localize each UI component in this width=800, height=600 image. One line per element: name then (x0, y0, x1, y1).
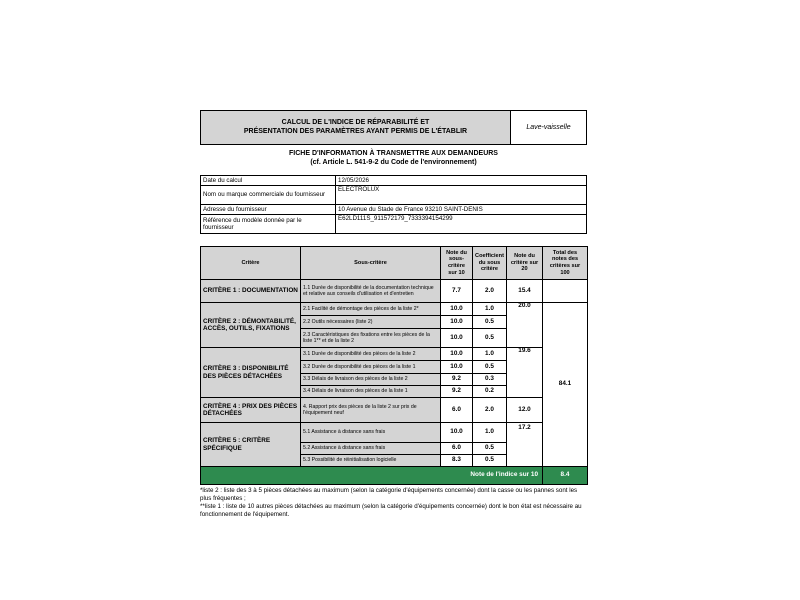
info-label: Date du calcul (201, 176, 336, 186)
table-row (201, 303, 588, 316)
subcriterion-coef: 0.3 (473, 374, 507, 386)
repairability-table (200, 246, 588, 485)
criterion-score: 19.6 (507, 348, 543, 398)
subcriterion-label: 3.3 Délais de livraison des pièces de la liste 2 (301, 374, 441, 386)
subcriterion-coef: 1.0 (473, 303, 507, 316)
info-row (201, 215, 587, 234)
subcriterion-label: 2.1 Facilité de démontage des pièces de la liste 2* (301, 303, 441, 316)
header-row (201, 247, 588, 280)
info-value: 12/05/2026 (336, 176, 587, 186)
info-value: 10 Avenue du Stade de France 93210 SAINT-DENIS (336, 205, 587, 215)
fiche-title (200, 150, 587, 167)
subcriterion-note: 9.2 (441, 374, 473, 386)
subcriterion-label: 2.2 Outils nécessaires (liste 2) (301, 316, 441, 329)
final-score-label: Note de l'indice sur 10 (201, 467, 543, 485)
subcriterion-coef: 1.0 (473, 348, 507, 361)
fiche-line-1: FICHE D'INFORMATION À TRANSMETTRE AUX DEMANDEURS (289, 150, 498, 157)
info-row (201, 205, 587, 215)
info-label: Référence du modèle donnée par le fournisseur (201, 215, 336, 234)
total-score (543, 303, 588, 467)
subcriterion-note: 10.0 (441, 348, 473, 361)
footnotes (200, 487, 590, 519)
col-header-coef: Coefficient du sous critère (473, 247, 507, 280)
table-row (201, 398, 588, 423)
subcriterion-label: 3.4 Délais de livraison des pièces de la liste 1 (301, 386, 441, 398)
subcriterion-coef: 0.5 (473, 361, 507, 374)
subcriterion-coef: 2.0 (473, 398, 507, 423)
subcriterion-note: 10.0 (441, 329, 473, 348)
info-value: ELECTROLUX (336, 186, 587, 205)
info-label: Nom ou marque commerciale du fournisseur (201, 186, 336, 205)
info-row (201, 176, 587, 186)
table-row (201, 348, 588, 361)
subcriterion-label: 1.1 Durée de disponibilité de la documentation technique et relative aux conseils d'utilisation et d'entretien (301, 280, 441, 303)
final-score-value: 8.4 (543, 467, 588, 485)
subcriterion-coef: 0.2 (473, 386, 507, 398)
subcriterion-note: 10.0 (441, 361, 473, 374)
supplier-info-table (200, 175, 587, 234)
subcriterion-note: 7.7 (441, 280, 473, 303)
criterion-name: CRITÈRE 3 : DISPONIBILITÉ DES PIÈCES DÉTACHÉES (201, 348, 301, 398)
subcriterion-note: 10.0 (441, 316, 473, 329)
subcriterion-coef: 1.0 (473, 423, 507, 443)
subcriterion-coef: 0.5 (473, 316, 507, 329)
subcriterion-note: 10.0 (441, 303, 473, 316)
subcriterion-label: 5.1 Assistance à distance sans frais (301, 423, 441, 443)
subcriterion-coef: 0.5 (473, 443, 507, 455)
title-line-1: CALCUL DE L'INDICE DE RÉPARABILITÉ ET (281, 119, 430, 126)
final-score-row (201, 467, 588, 485)
subcriterion-note: 10.0 (441, 423, 473, 443)
subcriterion-note: 8.3 (441, 455, 473, 467)
col-header-note-critere: Note du critère sur 20 (507, 247, 543, 280)
subcriterion-label: 3.1 Durée de disponibilité des pièces de la liste 2 (301, 348, 441, 361)
criterion-name: CRITÈRE 4 : PRIX DES PIÈCES DÉTACHÉES (201, 398, 301, 423)
criterion-score: 12.0 (507, 398, 543, 423)
criterion-score: 20.0 (507, 303, 543, 348)
criterion-name: CRITÈRE 2 : DÉMONTABILITÉ, ACCÈS, OUTILS, FIXATIONS (201, 303, 301, 348)
fiche-line-2: (cf. Article L. 541-9-2 du Code de l'environnement) (310, 158, 477, 166)
subcriterion-label: 2.3 Caractéristiques des fixations entre les pièces de la liste 1** et de la liste 2 (301, 329, 441, 348)
total-score-value: 84.1 (558, 380, 572, 388)
table-row (201, 423, 588, 443)
subcriterion-label: 4. Rapport prix des pièces de la liste 2 sur prix de l'équipement neuf (301, 398, 441, 423)
total-cell-empty (543, 280, 588, 303)
info-label: Adresse du fournisseur (201, 205, 336, 215)
col-header-note-sous: Note du sous-critère sur 10 (441, 247, 473, 280)
title-cell (201, 111, 511, 144)
col-header-sous-critere: Sous-critère (301, 247, 441, 280)
footnote-list-2: *liste 2 : liste des 3 à 5 pièces détachées au maximum (selon la catégorie d'équipements concernée) dont la casse ou les pannes sont les plus fréquentes ; (200, 487, 578, 502)
title-line-2: PRÉSENTATION DES PARAMÈTRES AYANT PERMIS DE L'ÉTABLIR (243, 127, 468, 135)
footnote-list-1: **liste 1 : liste de 10 autres pièces détachées au maximum (selon la catégorie d'équipements concernée) dont le bon état est nécessaire au fonctionnement de l'équipement. (200, 503, 582, 518)
criterion-score: 17.2 (507, 423, 543, 467)
title-box (200, 110, 587, 145)
criterion-name: CRITÈRE 5 : CRITÈRE SPÉCIFIQUE (201, 423, 301, 467)
criterion-score: 15.4 (507, 280, 543, 303)
table-row (201, 280, 588, 303)
info-value: E62LD111S_911572179_7333394154299 (336, 215, 587, 234)
subcriterion-coef: 2.0 (473, 280, 507, 303)
subcriterion-coef: 0.5 (473, 455, 507, 467)
criterion-name: CRITÈRE 1 : DOCUMENTATION (201, 280, 301, 303)
info-row (201, 186, 587, 205)
col-header-total: Total des notes des critères sur 100 (543, 247, 588, 280)
subcriterion-note: 6.0 (441, 443, 473, 455)
subcriterion-note: 6.0 (441, 398, 473, 423)
subcriterion-label: 5.3 Possibilité de réinitialisation logicielle (301, 455, 441, 467)
category-label: Lave-vaisselle (526, 124, 571, 131)
subcriterion-label: 3.2 Durée de disponibilité des pièces de la liste 1 (301, 361, 441, 374)
subcriterion-note: 9.2 (441, 386, 473, 398)
col-header-critere: Critère (201, 247, 301, 280)
subcriterion-label: 5.2 Assistance à distance sans frais (301, 443, 441, 455)
subcriterion-coef: 0.5 (473, 329, 507, 348)
